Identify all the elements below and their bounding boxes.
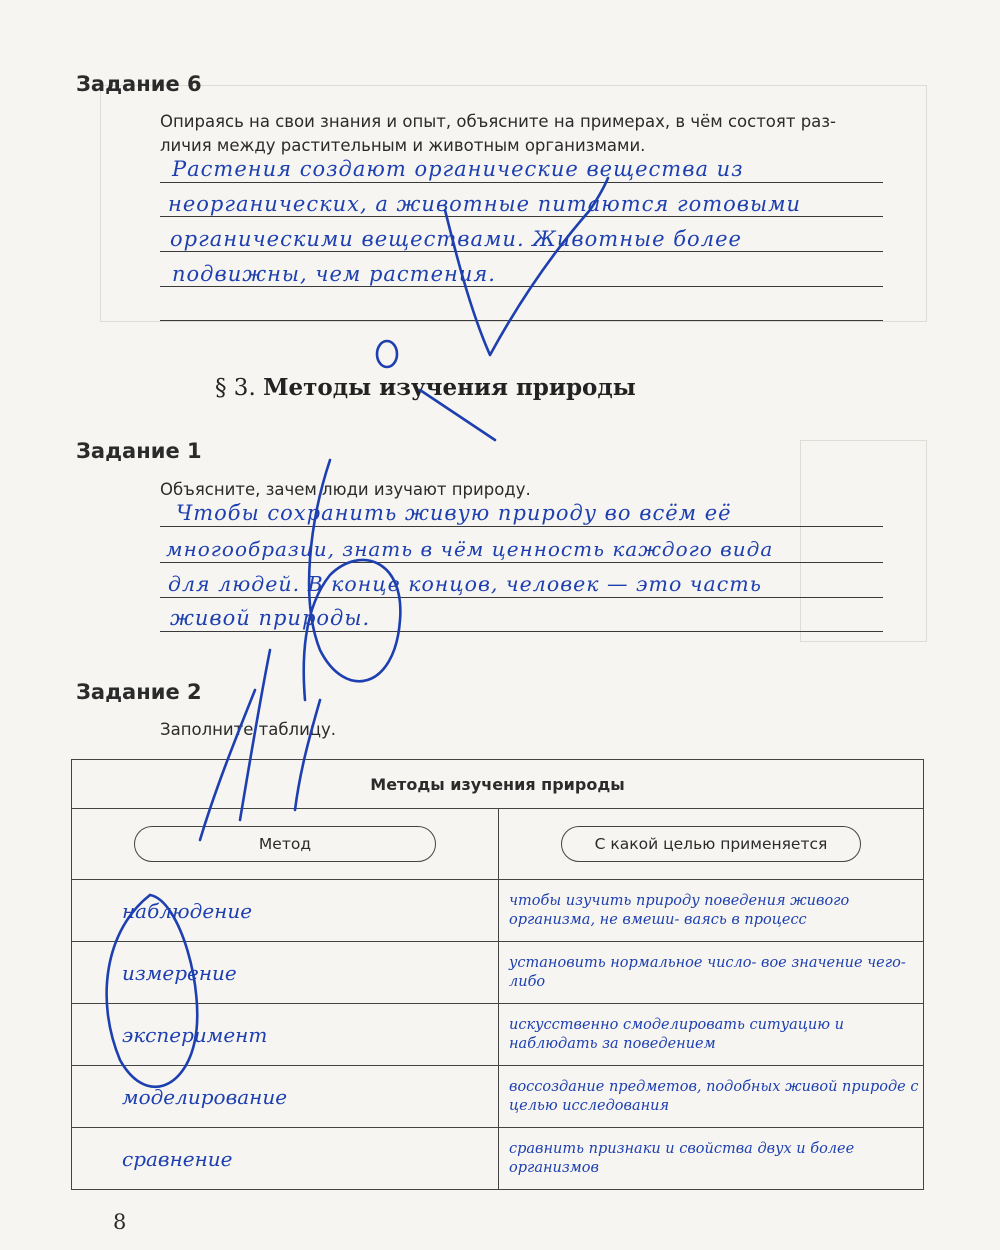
purpose-cell: сравнить признаки и свойства двух и более организмов: [509, 1140, 855, 1176]
method-cell: наблюдение: [122, 898, 253, 923]
method-cell: эксперимент: [122, 1022, 268, 1047]
task1-answer-line4: живой природы.: [170, 606, 371, 630]
task2-heading: Задание 2: [76, 680, 202, 704]
column-header-method: Метод: [134, 826, 436, 862]
task6-answer-line3: органическими веществами. Животные более: [170, 227, 742, 251]
section-title: Методы изучения природы: [263, 374, 636, 401]
task1-heading: Задание 1: [76, 439, 202, 463]
section-number: § 3.: [215, 375, 256, 401]
grade-oval: [107, 895, 198, 1087]
task1-answer-line3: для людей. В конце концов, человек — это часть: [168, 572, 762, 596]
task1-prompt: Объясните, зачем люди изучают природу.: [160, 480, 531, 499]
grade-circle-small: [377, 341, 397, 367]
purpose-cell: искусственно смоделировать ситуацию и наблюдать за поведением: [509, 1016, 844, 1052]
task6-answer-line1: Растения создают органические вещества из: [172, 157, 744, 181]
task6-answer-line2: неорганических, а животные питаются готовыми: [168, 192, 802, 216]
page-number: 8: [113, 1210, 127, 1234]
table-title: Методы изучения природы: [72, 760, 924, 809]
task1-answer-line2: многообразии, знать в чём ценность каждого вида: [166, 537, 774, 561]
purpose-cell: установить нормальное число- вое значение чего-либо: [509, 954, 906, 990]
task6-prompt-line2: личия между растительным и животным организмами.: [160, 136, 646, 155]
task6-heading: Задание 6: [76, 72, 202, 96]
check-mark: [445, 178, 608, 355]
purpose-cell: воссоздание предметов, подобных живой природе с целью исследования: [509, 1078, 919, 1114]
task1-answer-line1: Чтобы сохранить живую природу во всём её: [176, 501, 732, 525]
purpose-cell: чтобы изучить природу поведения живого организма, не вмеши- ваясь в процесс: [509, 892, 850, 928]
method-cell: измерение: [122, 960, 237, 985]
task2-prompt: Заполните таблицу.: [160, 720, 337, 739]
method-cell: моделирование: [122, 1084, 288, 1109]
grade-slash: [420, 390, 495, 440]
method-cell: сравнение: [122, 1146, 233, 1171]
task6-prompt-line1: Опираясь на свои знания и опыт, объясните на примерах, в чём состоят раз-: [160, 112, 837, 131]
task6-answer-line4: подвижны, чем растения.: [172, 262, 496, 286]
grade-scribble: [200, 650, 320, 840]
column-header-purpose: С какой целью применяется: [561, 826, 861, 862]
grade-loop: [304, 460, 401, 700]
